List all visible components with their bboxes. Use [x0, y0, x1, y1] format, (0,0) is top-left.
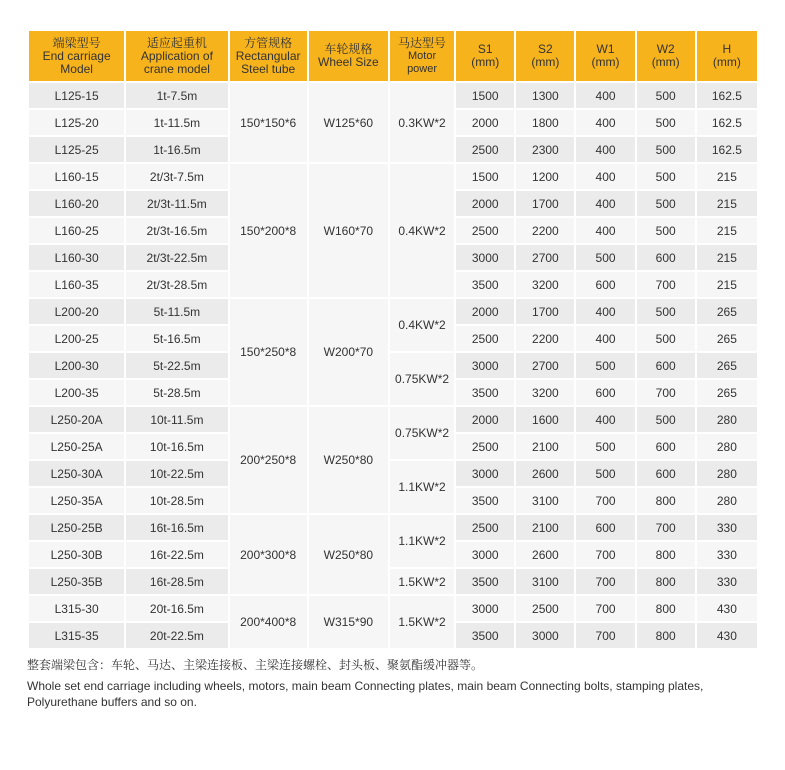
- cell-crane: 10t-28.5m: [126, 488, 227, 513]
- cell-crane: 1t-11.5m: [126, 110, 227, 135]
- cell-s2: 2200: [516, 218, 574, 243]
- cell-crane: 16t-16.5m: [126, 515, 227, 540]
- cell-s1: 3500: [456, 623, 514, 648]
- cell-w2: 600: [637, 461, 695, 486]
- cell-motor: 1.5KW*2: [390, 596, 454, 648]
- cell-w1: 400: [576, 299, 634, 324]
- header-motor: 马达型号 Motor power: [390, 31, 454, 81]
- cell-crane: 16t-22.5m: [126, 542, 227, 567]
- cell-model: L250-25A: [29, 434, 124, 459]
- cell-h: 215: [697, 218, 757, 243]
- cell-w1: 400: [576, 110, 634, 135]
- cell-s2: 2100: [516, 515, 574, 540]
- cell-h: 280: [697, 488, 757, 513]
- cell-crane: 16t-28.5m: [126, 569, 227, 594]
- cell-crane: 20t-16.5m: [126, 596, 227, 621]
- header-w1: W1 (mm): [576, 31, 634, 81]
- cell-w2: 500: [637, 110, 695, 135]
- cell-s2: 2300: [516, 137, 574, 162]
- cell-motor: 1.1KW*2: [390, 515, 454, 567]
- cell-model: L160-20: [29, 191, 124, 216]
- cell-motor: 1.5KW*2: [390, 569, 454, 594]
- cell-w2: 500: [637, 137, 695, 162]
- table-row: [29, 353, 757, 378]
- cell-w2: 800: [637, 596, 695, 621]
- cell-h: 162.5: [697, 110, 757, 135]
- cell-model: L160-25: [29, 218, 124, 243]
- cell-crane: 2t/3t-11.5m: [126, 191, 227, 216]
- table-row: [29, 164, 757, 189]
- cell-w2: 600: [637, 434, 695, 459]
- cell-w2: 600: [637, 245, 695, 270]
- cell-h: 280: [697, 407, 757, 432]
- cell-h: 265: [697, 353, 757, 378]
- cell-h: 280: [697, 461, 757, 486]
- cell-w2: 800: [637, 488, 695, 513]
- cell-s2: 2500: [516, 596, 574, 621]
- cell-model: L200-20: [29, 299, 124, 324]
- cell-crane: 5t-28.5m: [126, 380, 227, 405]
- cell-tube: 200*250*8: [230, 407, 307, 513]
- cell-h: 280: [697, 434, 757, 459]
- header-tube: 方管规格 Rectangular Steel tube: [230, 31, 307, 81]
- cell-s2: 1600: [516, 407, 574, 432]
- cell-model: L200-35: [29, 380, 124, 405]
- spec-body: [29, 83, 757, 648]
- cell-model: L200-25: [29, 326, 124, 351]
- cell-s2: 3200: [516, 380, 574, 405]
- cell-motor: 0.75KW*2: [390, 353, 454, 405]
- cell-tube: 200*400*8: [230, 596, 307, 648]
- cell-h: 265: [697, 326, 757, 351]
- cell-tube: 200*300*8: [230, 515, 307, 594]
- cell-h: 162.5: [697, 83, 757, 108]
- cell-w2: 500: [637, 83, 695, 108]
- cell-crane: 10t-22.5m: [126, 461, 227, 486]
- cell-s2: 1300: [516, 83, 574, 108]
- cell-s2: 2600: [516, 461, 574, 486]
- cell-tube: 150*150*6: [230, 83, 307, 162]
- cell-h: 215: [697, 191, 757, 216]
- cell-w1: 400: [576, 83, 634, 108]
- cell-model: L250-30A: [29, 461, 124, 486]
- cell-motor: 0.3KW*2: [390, 83, 454, 162]
- cell-model: L315-30: [29, 596, 124, 621]
- cell-crane: 5t-11.5m: [126, 299, 227, 324]
- cell-w2: 800: [637, 542, 695, 567]
- cell-crane: 1t-7.5m: [126, 83, 227, 108]
- cell-s1: 3000: [456, 353, 514, 378]
- table-row: [29, 596, 757, 621]
- header-w2: W2 (mm): [637, 31, 695, 81]
- cell-model: L315-35: [29, 623, 124, 648]
- cell-model: L250-35B: [29, 569, 124, 594]
- cell-w2: 600: [637, 353, 695, 378]
- header-s2: S2 (mm): [516, 31, 574, 81]
- cell-s1: 3500: [456, 272, 514, 297]
- cell-s1: 2000: [456, 299, 514, 324]
- cell-crane: 5t-16.5m: [126, 326, 227, 351]
- cell-tube: 150*250*8: [230, 299, 307, 405]
- header-s1: S1 (mm): [456, 31, 514, 81]
- cell-s1: 3000: [456, 542, 514, 567]
- table-row: [29, 515, 757, 540]
- cell-w1: 600: [576, 515, 634, 540]
- cell-h: 215: [697, 245, 757, 270]
- cell-s2: 1800: [516, 110, 574, 135]
- table-row: [29, 83, 757, 108]
- cell-w1: 500: [576, 434, 634, 459]
- cell-s1: 2500: [456, 326, 514, 351]
- cell-s1: 1500: [456, 164, 514, 189]
- cell-s2: 3200: [516, 272, 574, 297]
- cell-wheel: W200*70: [309, 299, 388, 405]
- cell-s1: 3000: [456, 596, 514, 621]
- cell-s1: 2500: [456, 434, 514, 459]
- cell-model: L160-15: [29, 164, 124, 189]
- cell-s2: 1700: [516, 191, 574, 216]
- cell-h: 430: [697, 596, 757, 621]
- cell-s2: 1700: [516, 299, 574, 324]
- header-model: 端梁型号 End carriage Model: [29, 31, 124, 81]
- cell-s1: 2000: [456, 191, 514, 216]
- cell-s1: 3500: [456, 380, 514, 405]
- cell-crane: 5t-22.5m: [126, 353, 227, 378]
- cell-s2: 3100: [516, 569, 574, 594]
- header-crane: 适应起重机 Application of crane model: [126, 31, 227, 81]
- cell-model: L250-25B: [29, 515, 124, 540]
- cell-s2: 2100: [516, 434, 574, 459]
- cell-w1: 700: [576, 542, 634, 567]
- table-row: [29, 569, 757, 594]
- cell-motor: 0.4KW*2: [390, 164, 454, 297]
- cell-crane: 20t-22.5m: [126, 623, 227, 648]
- cell-model: L160-30: [29, 245, 124, 270]
- cell-w1: 400: [576, 137, 634, 162]
- cell-s1: 2500: [456, 515, 514, 540]
- header-h: H (mm): [697, 31, 757, 81]
- cell-h: 330: [697, 542, 757, 567]
- cell-w1: 500: [576, 461, 634, 486]
- cell-w1: 700: [576, 569, 634, 594]
- cell-w1: 600: [576, 272, 634, 297]
- cell-s2: 3000: [516, 623, 574, 648]
- cell-wheel: W160*70: [309, 164, 388, 297]
- table-row: [29, 461, 757, 486]
- note-english: Whole set end carriage including wheels, motors, main beam Connecting plates, main beam Connecting bolts, stamping plates, Polyurethane buffers and so on.: [27, 679, 704, 709]
- cell-crane: 2t/3t-28.5m: [126, 272, 227, 297]
- header-row: [29, 31, 757, 81]
- cell-model: L160-35: [29, 272, 124, 297]
- cell-motor: 0.4KW*2: [390, 299, 454, 351]
- note-chinese: 整套端梁包含：车轮、马达、主梁连接板、主梁连接螺栓、封头板、聚氨酯缓冲器等。: [27, 658, 484, 672]
- cell-s1: 2500: [456, 218, 514, 243]
- cell-motor: 0.75KW*2: [390, 407, 454, 459]
- cell-w1: 600: [576, 380, 634, 405]
- cell-s1: 1500: [456, 83, 514, 108]
- cell-s1: 3500: [456, 569, 514, 594]
- cell-tube: 150*200*8: [230, 164, 307, 297]
- cell-w2: 500: [637, 164, 695, 189]
- cell-crane: 2t/3t-22.5m: [126, 245, 227, 270]
- cell-w1: 400: [576, 164, 634, 189]
- cell-w2: 500: [637, 218, 695, 243]
- cell-s2: 3100: [516, 488, 574, 513]
- cell-s2: 2700: [516, 245, 574, 270]
- cell-s1: 2500: [456, 137, 514, 162]
- cell-model: L250-20A: [29, 407, 124, 432]
- cell-w1: 500: [576, 245, 634, 270]
- cell-s1: 2000: [456, 110, 514, 135]
- cell-crane: 2t/3t-7.5m: [126, 164, 227, 189]
- cell-w1: 400: [576, 218, 634, 243]
- cell-s1: 2000: [456, 407, 514, 432]
- cell-w2: 500: [637, 299, 695, 324]
- cell-wheel: W250*80: [309, 407, 388, 513]
- cell-h: 330: [697, 569, 757, 594]
- cell-w1: 400: [576, 326, 634, 351]
- cell-w2: 500: [637, 191, 695, 216]
- cell-model: L200-30: [29, 353, 124, 378]
- cell-w2: 700: [637, 380, 695, 405]
- cell-w1: 700: [576, 623, 634, 648]
- cell-model: L125-25: [29, 137, 124, 162]
- cell-crane: 10t-16.5m: [126, 434, 227, 459]
- cell-wheel: W125*60: [309, 83, 388, 162]
- cell-h: 265: [697, 299, 757, 324]
- cell-s1: 3000: [456, 245, 514, 270]
- cell-s1: 3500: [456, 488, 514, 513]
- cell-w1: 400: [576, 191, 634, 216]
- cell-model: L250-30B: [29, 542, 124, 567]
- cell-s2: 2600: [516, 542, 574, 567]
- cell-w2: 500: [637, 326, 695, 351]
- cell-s1: 3000: [456, 461, 514, 486]
- cell-h: 430: [697, 623, 757, 648]
- cell-motor: 1.1KW*2: [390, 461, 454, 513]
- cell-w2: 800: [637, 623, 695, 648]
- cell-crane: 1t-16.5m: [126, 137, 227, 162]
- cell-wheel: W250*80: [309, 515, 388, 594]
- cell-s2: 2200: [516, 326, 574, 351]
- table-row: [29, 407, 757, 432]
- cell-model: L250-35A: [29, 488, 124, 513]
- cell-w1: 700: [576, 488, 634, 513]
- table-row: [29, 299, 757, 324]
- cell-w2: 500: [637, 407, 695, 432]
- cell-h: 162.5: [697, 137, 757, 162]
- cell-w2: 800: [637, 569, 695, 594]
- cell-w1: 700: [576, 596, 634, 621]
- cell-h: 330: [697, 515, 757, 540]
- cell-s2: 2700: [516, 353, 574, 378]
- cell-h: 215: [697, 164, 757, 189]
- cell-w1: 400: [576, 407, 634, 432]
- cell-w2: 700: [637, 515, 695, 540]
- cell-w1: 500: [576, 353, 634, 378]
- cell-w2: 700: [637, 272, 695, 297]
- cell-h: 265: [697, 380, 757, 405]
- cell-model: L125-15: [29, 83, 124, 108]
- cell-h: 215: [697, 272, 757, 297]
- cell-crane: 2t/3t-16.5m: [126, 218, 227, 243]
- header-wheel: 车轮规格 Wheel Size: [309, 31, 388, 81]
- cell-crane: 10t-11.5m: [126, 407, 227, 432]
- cell-wheel: W315*90: [309, 596, 388, 648]
- spec-table: [27, 29, 759, 650]
- cell-s2: 1200: [516, 164, 574, 189]
- cell-model: L125-20: [29, 110, 124, 135]
